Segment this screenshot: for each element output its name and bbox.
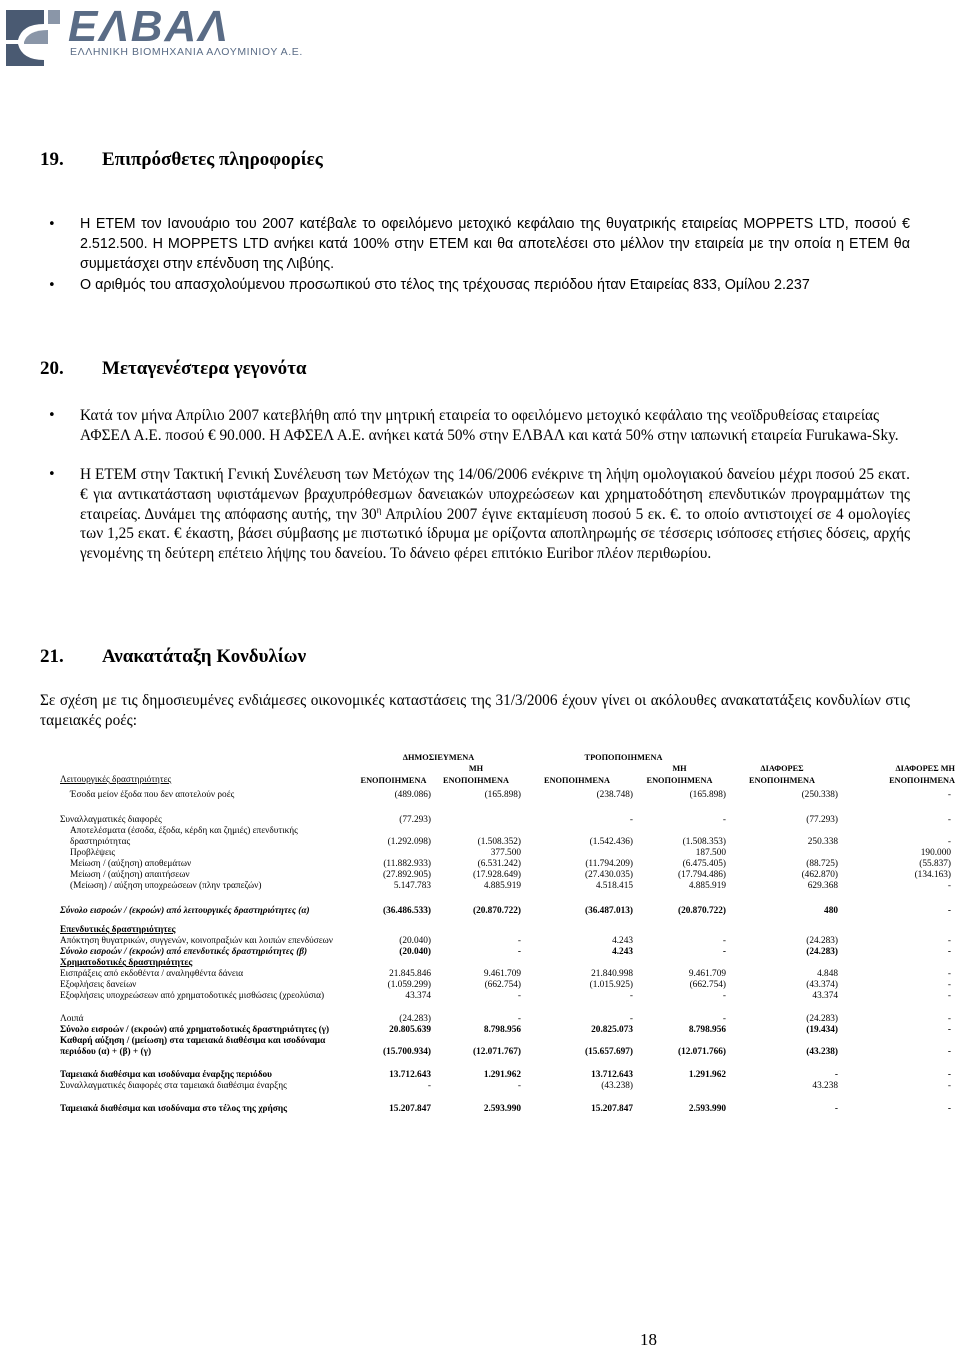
row-value: - bbox=[947, 881, 951, 891]
row-value: (20.870.722) bbox=[472, 906, 521, 916]
page-number: 18 bbox=[640, 1330, 657, 1349]
bullet-afsel: • Κατά τον μήνα Απρίλιο 2007 κατεβλήθη από την μητρική εταιρεία το οφειλόμενο μετοχικό κεφάλαιο της νεοϊδρυθείσας εταιρείας ΑΦΣΕΛ Α.Ε. ποσού € 90.000. Η ΑΦΣΕΛ Α.Ε. ανήκει κατά 50% στην ΕΛΒΑΛ και κατά 50% στην ιαπωνική εταιρεία Furukawa-Sky. bbox=[80, 406, 910, 446]
row-value: 1.291.962 bbox=[688, 1070, 726, 1080]
row-label: Μείωση / (αύξηση) αποθεμάτων bbox=[70, 859, 192, 869]
header-mh: ΜΗ bbox=[672, 764, 687, 773]
row-value: 43.374 bbox=[405, 991, 431, 1001]
row-value: 4.885.919 bbox=[483, 881, 521, 891]
header-mh: ΜΗ bbox=[468, 764, 484, 773]
row-value: - bbox=[947, 980, 951, 990]
row-value: - bbox=[722, 815, 726, 825]
row-value: (1.508.353) bbox=[682, 837, 726, 847]
row-label: Προβλέψεις bbox=[70, 848, 116, 858]
spacer-row bbox=[60, 801, 955, 815]
row-value: (134.163) bbox=[914, 870, 951, 880]
row-value: (24.283) bbox=[806, 936, 838, 946]
row-value: 9.461.709 bbox=[483, 969, 521, 979]
row-value: - bbox=[947, 1047, 951, 1057]
bullet-employees: • Ο αριθμός του απασχολούμενου προσωπικού στο τέλος της τρέχουσας περιόδου ήταν Εταιρείας 833, Ομίλου 2.237 bbox=[80, 276, 910, 296]
table-row bbox=[60, 1081, 955, 1092]
header-consolidated: ΕΝΟΠΟΙΗΜΕΝΑ bbox=[749, 776, 815, 785]
row-label: Ταμειακά διαθέσιμα και ισοδύναμα στο τέλος της χρήσης bbox=[60, 1104, 288, 1114]
bullet-moppets: • Η ΕΤΕΜ τον Ιανουάριο του 2007 κατέβαλε το οφειλόμενο μετοχικό κεφάλαιο της θυγατρικής εταιρείας MOPPETS LTD, ποσού € 2.512.500. Η MOPPETS LTD ανήκει κατά 100% στην ΕΤΕΜ και θα αποτελέσει στο μέλλον την εταιρεία με την οποία η ΕΤΕΜ θα συμμετάσχει στην επένδυση της Λιβύης. bbox=[80, 215, 910, 274]
row-value: (24.283) bbox=[806, 947, 838, 957]
row-value: (88.725) bbox=[806, 859, 838, 869]
row-value: 21.845.846 bbox=[389, 969, 431, 979]
row-label: Εισπράξεις από εκδοθέντα / αναληφθέντα δάνεια bbox=[60, 969, 244, 979]
spacer-row bbox=[60, 1058, 955, 1070]
row-value: 2.593.990 bbox=[483, 1104, 521, 1114]
row-value: 15.207.847 bbox=[389, 1104, 431, 1114]
row-value: (15.657.697) bbox=[584, 1047, 633, 1057]
row-value: (662.754) bbox=[484, 980, 521, 990]
row-value: 43.238 bbox=[812, 1081, 838, 1091]
spacer-row bbox=[60, 1092, 955, 1104]
logo-wordmark: ΕΛΒΑΛ bbox=[68, 2, 230, 51]
section-19-title bbox=[40, 149, 323, 171]
table-body bbox=[60, 786, 955, 1115]
row-value: - bbox=[947, 790, 951, 800]
row-value: (12.071.766) bbox=[677, 1047, 726, 1057]
row-value: (17.794.486) bbox=[677, 870, 726, 880]
row-value: 20.825.073 bbox=[591, 1025, 633, 1035]
row-value: (19.434) bbox=[806, 1025, 838, 1035]
row-value: 21.840.998 bbox=[591, 969, 633, 979]
row-label: Ταμειακά διαθέσιμα και ισοδύναμα έναρξης περιόδου bbox=[60, 1070, 272, 1080]
header-operating: Λειτουργικές δραστηριότητες bbox=[60, 775, 172, 785]
row-value: - bbox=[947, 815, 951, 825]
row-value: 13.712.643 bbox=[591, 1070, 633, 1080]
row-label: Χρηματοδοτικές δραστηριότητες bbox=[60, 958, 193, 968]
row-value: (1.015.925) bbox=[589, 980, 633, 990]
row-label: Μείωση / (αύξηση) απαιτήσεων bbox=[70, 870, 190, 880]
row-value: 250.338 bbox=[807, 837, 838, 847]
section-number: 21. bbox=[40, 646, 64, 667]
table-row bbox=[60, 958, 955, 969]
row-label: Σύνολο εισροών / (εκροών) από χρηματοδοτικές δραστηριότητες (γ) bbox=[60, 1025, 330, 1035]
row-value: (43.238) bbox=[601, 1081, 633, 1091]
section-heading: Ανακατάταξη Κονδυλίων bbox=[102, 646, 307, 667]
table-row bbox=[60, 790, 955, 801]
row-value: 15.207.847 bbox=[591, 1104, 633, 1114]
row-label: Εξοφλήσεις δανείων bbox=[60, 980, 137, 990]
table-row bbox=[60, 826, 955, 848]
row-value: (36.486.533) bbox=[382, 906, 431, 916]
row-value: (55.837) bbox=[919, 859, 951, 869]
row-label: Καθαρή αύξηση / (μείωση) στα ταμειακά διαθέσιμα και ισοδύναμα περιόδου (α) + (β) + (γ) bbox=[60, 1036, 326, 1057]
header-consolidated: ΕΝΟΠΟΙΗΜΕΝΑ bbox=[646, 776, 713, 785]
row-value: (77.293) bbox=[399, 815, 431, 825]
row-value: (20.870.722) bbox=[677, 906, 726, 916]
row-value: - bbox=[947, 936, 951, 946]
row-value: (20.040) bbox=[399, 947, 431, 957]
row-value: (24.283) bbox=[806, 1014, 838, 1024]
row-value: (17.928.649) bbox=[472, 870, 521, 880]
spacer-row bbox=[60, 1002, 955, 1014]
table-row bbox=[60, 980, 955, 991]
row-value: (165.898) bbox=[484, 790, 521, 800]
row-value: (6.475.405) bbox=[682, 859, 726, 869]
row-value: - bbox=[629, 991, 633, 1001]
row-value: (43.238) bbox=[806, 1047, 838, 1057]
row-label: Συναλλαγματικές διαφορές bbox=[60, 815, 162, 825]
spacer-row bbox=[60, 917, 955, 925]
row-value: (662.754) bbox=[689, 980, 726, 990]
header-consolidated: ΕΝΟΠΟΙΗΜΕΝΑ bbox=[360, 776, 427, 785]
row-value: 9.461.709 bbox=[688, 969, 726, 979]
row-value: 1.291.962 bbox=[483, 1070, 521, 1080]
row-value: - bbox=[947, 1104, 951, 1114]
section-heading: Μεταγενέστερα γεγονότα bbox=[102, 358, 307, 379]
row-value: - bbox=[834, 1104, 838, 1114]
table-header-row bbox=[60, 763, 955, 774]
row-value: (1.292.098) bbox=[387, 837, 431, 847]
row-value: (1.542.436) bbox=[589, 837, 633, 847]
header-diff-mh: ΔΙΑΦΟΡΕΣ ΜΗ bbox=[895, 764, 955, 773]
section-20-title bbox=[40, 358, 307, 380]
row-label: Λοιπά bbox=[60, 1014, 84, 1024]
row-label: Εξοφλήσεις υποχρεώσεων από χρηματοδοτικές μισθώσεις (χρεολύσια) bbox=[60, 991, 325, 1001]
row-value: 8.798.956 bbox=[483, 1025, 521, 1035]
row-value: (24.283) bbox=[399, 1014, 431, 1024]
section-21-title bbox=[40, 646, 306, 668]
row-value: (238.748) bbox=[596, 790, 633, 800]
bond-text-sup: η bbox=[376, 504, 382, 515]
bond-text-part2: Απριλίου 2007 έγινε εκταμίευση ποσού 5 εκ. €. το οποίο αντιστοιχεί σε 4 ομολογίες των 1,25 εκατ. € έκαστη, βάσει σύμβασης με πιστωτικό ίδρυμα με ορίζοντα αποπληρωμής σε τέσσερις ισόποσες ετήσιες δόσεις, αρχής γενομένης τη δεύτερη επέτειο λήψης του δανείου. Το δάνειο φέρει επιτόκιο Euribor πλέον περιθωρίου. bbox=[80, 505, 910, 563]
header-consolidated: ΕΝΟΠΟΙΗΜΕΝΑ bbox=[544, 776, 610, 785]
table-row bbox=[60, 925, 955, 936]
company-logo bbox=[4, 2, 303, 66]
row-value: (11.882.933) bbox=[383, 859, 431, 869]
row-value: (20.040) bbox=[399, 936, 431, 946]
section-heading: Επιπρόσθετες πληροφορίες bbox=[102, 149, 323, 170]
row-value: (250.338) bbox=[801, 790, 838, 800]
row-value: 377.500 bbox=[490, 848, 521, 858]
row-value: 5.147.783 bbox=[393, 881, 431, 891]
row-value: (11.794.209) bbox=[585, 859, 633, 869]
header-diff: ΔΙΑΦΟΡΕΣ bbox=[760, 764, 804, 773]
spacer-row bbox=[60, 892, 955, 906]
row-label: Απόκτηση θυγατρικών, συγγενών, κοινοπραξιών και λοιπών επενδύσεων bbox=[60, 936, 333, 946]
row-value: (12.071.767) bbox=[472, 1047, 521, 1057]
row-value: 187.500 bbox=[695, 848, 726, 858]
row-value: (27.430.035) bbox=[584, 870, 633, 880]
reclass-intro: Σε σχέση με τις δημοσιευμένες ενδιάμεσες οικονομικές καταστάσεις της 31/3/2006 έχουν γίνει οι ακόλουθες ανακατατάξεις κονδυλίων στις ταμειακές ροές: bbox=[40, 692, 910, 729]
row-label: (Μείωση) / αύξηση υποχρεώσεων (πλην τραπεζών) bbox=[70, 881, 262, 891]
row-value: - bbox=[722, 991, 726, 1001]
row-value: - bbox=[517, 936, 521, 946]
header-published: ΔΗΜΟΣΙΕΥΜΕΝΑ bbox=[402, 753, 475, 762]
row-value: - bbox=[722, 947, 726, 957]
row-value: 629.368 bbox=[807, 881, 838, 891]
row-value: 4.243 bbox=[612, 947, 633, 957]
row-value: (489.086) bbox=[394, 790, 431, 800]
row-value: 13.712.643 bbox=[389, 1070, 431, 1080]
row-value: - bbox=[722, 936, 726, 946]
row-value: (77.293) bbox=[806, 815, 838, 825]
row-value: - bbox=[722, 1014, 726, 1024]
section-number: 20. bbox=[40, 358, 64, 379]
row-value: - bbox=[947, 947, 951, 957]
row-value: (1.059.299) bbox=[387, 980, 431, 990]
row-label: Αποτελέσματα (έσοδα, έξοδα, κέρδη και ζημιές) επενδυτικής δραστηριότητας bbox=[70, 826, 298, 847]
table-header-row bbox=[60, 752, 955, 763]
table-row bbox=[60, 859, 955, 870]
row-value: 43.374 bbox=[812, 991, 838, 1001]
row-value: - bbox=[517, 1081, 521, 1091]
row-value: - bbox=[947, 1014, 951, 1024]
row-value: - bbox=[947, 1081, 951, 1091]
logo-mark-icon bbox=[4, 4, 64, 66]
row-value: 4.885.919 bbox=[688, 881, 726, 891]
section-number: 19. bbox=[40, 149, 64, 170]
row-value: - bbox=[947, 991, 951, 1001]
row-value: - bbox=[947, 1070, 951, 1080]
cash-flow-reclassification-table bbox=[60, 752, 955, 1115]
row-label: Έσοδα μείον έξοδα που δεν αποτελούν ροές bbox=[70, 790, 235, 800]
table-row bbox=[60, 848, 955, 859]
row-value: 480 bbox=[824, 906, 838, 916]
row-value: - bbox=[947, 837, 951, 847]
row-value: - bbox=[947, 969, 951, 979]
row-label: Επενδυτικές δραστηριότητες bbox=[60, 925, 176, 935]
header-amended: ΤΡΟΠΟΠΟΙΗΜΕΝΑ bbox=[584, 753, 663, 762]
row-value: - bbox=[834, 1070, 838, 1080]
row-label: Σύνολο εισροών / (εκροών) από επενδυτικές δραστηριότητες (β) bbox=[60, 947, 308, 957]
row-value: (6.531.242) bbox=[477, 859, 521, 869]
table-row bbox=[60, 1036, 955, 1058]
table-row bbox=[60, 881, 955, 892]
table-row bbox=[60, 969, 955, 980]
table-row bbox=[60, 1104, 955, 1115]
row-value: 2.593.990 bbox=[688, 1104, 726, 1114]
row-value: 4.518.415 bbox=[595, 881, 633, 891]
bullet-bond-loan bbox=[80, 465, 910, 564]
row-value: 190.000 bbox=[920, 848, 951, 858]
header-consolidated: ΕΝΟΠΟΙΗΜΕΝΑ bbox=[443, 776, 509, 785]
bond-text-part1: Η ΕΤΕΜ στην Τακτική Γενική Συνέλευση των Μετόχων της 14/06/2006 ενέκρινε τη λήψη ομολογιακού δανείου μέχρι ποσού 25 εκατ. € για αντικατάσταση υφιστάμενων βραχυπρόθεσμων δανειακών υποχρεώσεων και χρηματοδότηση επενδυτικών προγραμμάτων της εταιρείας. Δυνάμει της απόφασης αυτής, την 30 bbox=[80, 466, 910, 523]
row-value: - bbox=[427, 1081, 431, 1091]
row-value: (165.898) bbox=[689, 790, 726, 800]
table-row bbox=[60, 1014, 955, 1025]
row-value: - bbox=[629, 1014, 633, 1024]
table-row bbox=[60, 991, 955, 1002]
row-label: Συναλλαγματικές διαφορές στα ταμειακά διαθέσιμα έναρξης bbox=[60, 1081, 287, 1091]
table-row bbox=[60, 936, 955, 947]
row-label: Σύνολο εισροών / (εκροών) από λειτουργικές δραστηριότητες (α) bbox=[60, 906, 310, 916]
table-row bbox=[60, 1070, 955, 1081]
row-value: 8.798.956 bbox=[688, 1025, 726, 1035]
row-value: 4.243 bbox=[612, 936, 633, 946]
logo-subtitle: ΕΛΛΗΝΙΚΗ ΒΙΟΜΗΧΑΝΙΑ ΑΛΟΥΜΙΝΙΟΥ Α.Ε. bbox=[70, 46, 303, 58]
table-header-row bbox=[60, 774, 955, 786]
header-consolidated: ΕΝΟΠΟΙΗΜΕΝΑ bbox=[889, 776, 955, 785]
table-row bbox=[60, 947, 955, 958]
row-value: (36.487.013) bbox=[584, 906, 633, 916]
row-value: (15.700.934) bbox=[382, 1047, 431, 1057]
row-value: (27.892.905) bbox=[382, 870, 431, 880]
row-value: - bbox=[947, 906, 951, 916]
table-row bbox=[60, 1025, 955, 1036]
table-row bbox=[60, 870, 955, 881]
row-value: 20.805.639 bbox=[389, 1025, 431, 1035]
table-row bbox=[60, 815, 955, 826]
row-value: - bbox=[517, 991, 521, 1001]
row-value: - bbox=[629, 815, 633, 825]
row-value: (462.870) bbox=[801, 870, 838, 880]
table-row bbox=[60, 906, 955, 917]
row-value: - bbox=[517, 1014, 521, 1024]
row-value: (1.508.352) bbox=[477, 837, 521, 847]
row-value: 4.848 bbox=[817, 969, 838, 979]
row-value: - bbox=[517, 947, 521, 957]
row-value: - bbox=[947, 1025, 951, 1035]
row-value: (43.374) bbox=[806, 980, 838, 990]
